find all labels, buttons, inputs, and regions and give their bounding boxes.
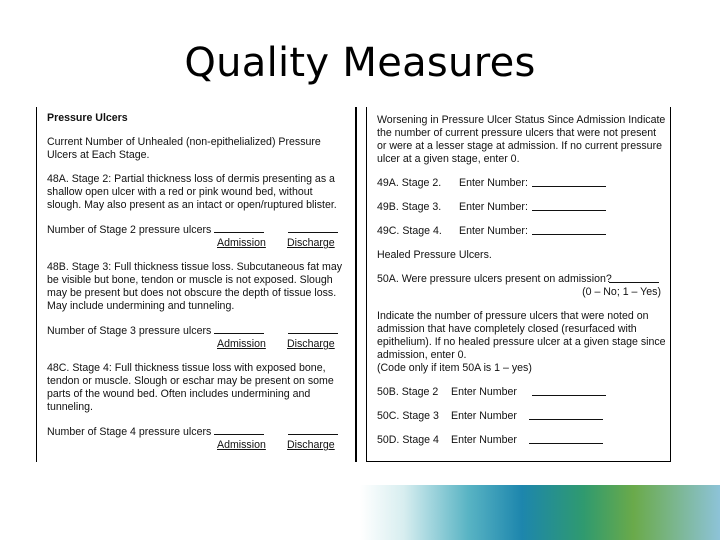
code-only-note: (Code only if item 50A is 1 – yes) (377, 362, 532, 374)
discharge-label: Discharge (287, 338, 335, 350)
stage2-discharge-line[interactable] (288, 223, 338, 233)
question-50c-field[interactable] (529, 419, 603, 420)
left-border (36, 107, 37, 462)
question-49b-field[interactable] (532, 210, 606, 211)
question-50d-label: 50D. Stage 4 (377, 434, 439, 446)
question-50a-label: 50A. Were pressure ulcers present on admission? (377, 273, 612, 285)
question-50a-code: (0 – No; 1 – Yes) (582, 286, 661, 298)
question-49b-label: 49B. Stage 3. (377, 201, 442, 213)
stage2-count-row (47, 223, 347, 237)
stage2-description: 48A. Stage 2: Partial thickness loss of dermis presenting as a shallow open ulcer with a red or pink wound bed, without slough. May also present as an intact or open/ruptured blister. (47, 173, 337, 211)
question-49a (377, 177, 667, 190)
stage4-column-labels (47, 439, 347, 452)
stage2-count-label: Number of Stage 2 pressure ulcers (47, 224, 212, 236)
stage3-discharge-line[interactable] (288, 324, 338, 334)
stage4-count-label: Number of Stage 4 pressure ulcers (47, 426, 212, 438)
question-49c (377, 225, 667, 238)
worsening-panel (377, 114, 667, 447)
question-50a (377, 273, 667, 286)
question-50b (377, 386, 667, 399)
right-bottom-border (366, 461, 671, 462)
center-divider-outer (355, 107, 357, 462)
section-heading: Pressure Ulcers (47, 112, 128, 124)
slide-title: Quality Measures (184, 40, 536, 86)
question-50b-field[interactable] (532, 395, 606, 396)
worsening-intro: Worsening in Pressure Ulcer Status Since Admission Indicate the number of current pressure ulcers that were not present or were at a lesser stage at admission. If no current pressure ulcer at a given stage, enter 0. (377, 114, 666, 165)
enter-number-label: Enter Number: (459, 225, 528, 237)
question-50d (377, 434, 667, 447)
stage3-count-label: Number of Stage 3 pressure ulcers (47, 325, 212, 337)
question-49b (377, 201, 667, 214)
admission-label: Admission (217, 338, 266, 350)
admission-label: Admission (217, 237, 266, 249)
decorative-gradient-band (360, 485, 720, 540)
discharge-label: Discharge (287, 237, 335, 249)
stage3-column-labels (47, 338, 347, 351)
stage4-discharge-line[interactable] (288, 425, 338, 435)
healed-heading: Healed Pressure Ulcers. (377, 249, 492, 261)
discharge-label: Discharge (287, 439, 335, 451)
question-50b-label: 50B. Stage 2 (377, 386, 439, 398)
enter-number-label: Enter Number (451, 386, 517, 398)
stage3-description: 48B. Stage 3: Full thickness tissue loss. Subcutaneous fat may be visible but bone, tendon or muscle is not exposed. Slough may be present but does not obscure the depth of tissue loss. May include undermining and tunneling. (47, 261, 343, 312)
question-50c-label: 50C. Stage 3 (377, 410, 439, 422)
enter-number-label: Enter Number: (459, 177, 528, 189)
enter-number-label: Enter Number: (459, 201, 528, 213)
question-49c-field[interactable] (532, 234, 606, 235)
stage4-count-row (47, 425, 347, 439)
question-50c (377, 410, 667, 423)
enter-number-label: Enter Number (451, 410, 517, 422)
question-49a-label: 49A. Stage 2. (377, 177, 442, 189)
admission-label: Admission (217, 439, 266, 451)
stage2-admission-line[interactable] (214, 223, 264, 233)
pressure-ulcers-panel (47, 112, 347, 452)
stage3-admission-line[interactable] (214, 324, 264, 334)
stage2-column-labels (47, 237, 347, 250)
intro-text: Current Number of Unhealed (non-epithelialized) Pressure Ulcers at Each Stage. (47, 136, 321, 161)
right-border (670, 107, 671, 462)
enter-number-label: Enter Number (451, 434, 517, 446)
question-50a-field[interactable] (609, 282, 659, 283)
question-49c-label: 49C. Stage 4. (377, 225, 442, 237)
stage4-admission-line[interactable] (214, 425, 264, 435)
stage3-count-row (47, 324, 347, 338)
closed-description: Indicate the number of pressure ulcers that were noted on admission that have completely closed (resurfaced with epithelium). If no healed pressure ulcer at a given stage since admission, enter 0. (377, 310, 666, 361)
question-49a-field[interactable] (532, 186, 606, 187)
question-50d-field[interactable] (529, 443, 603, 444)
center-divider-inner (366, 107, 367, 462)
stage4-description: 48C. Stage 4: Full thickness tissue loss with exposed bone, tendon or muscle. Slough or eschar may be present on some parts of the wound bed. Often includes undermining and tunneling. (47, 362, 334, 413)
